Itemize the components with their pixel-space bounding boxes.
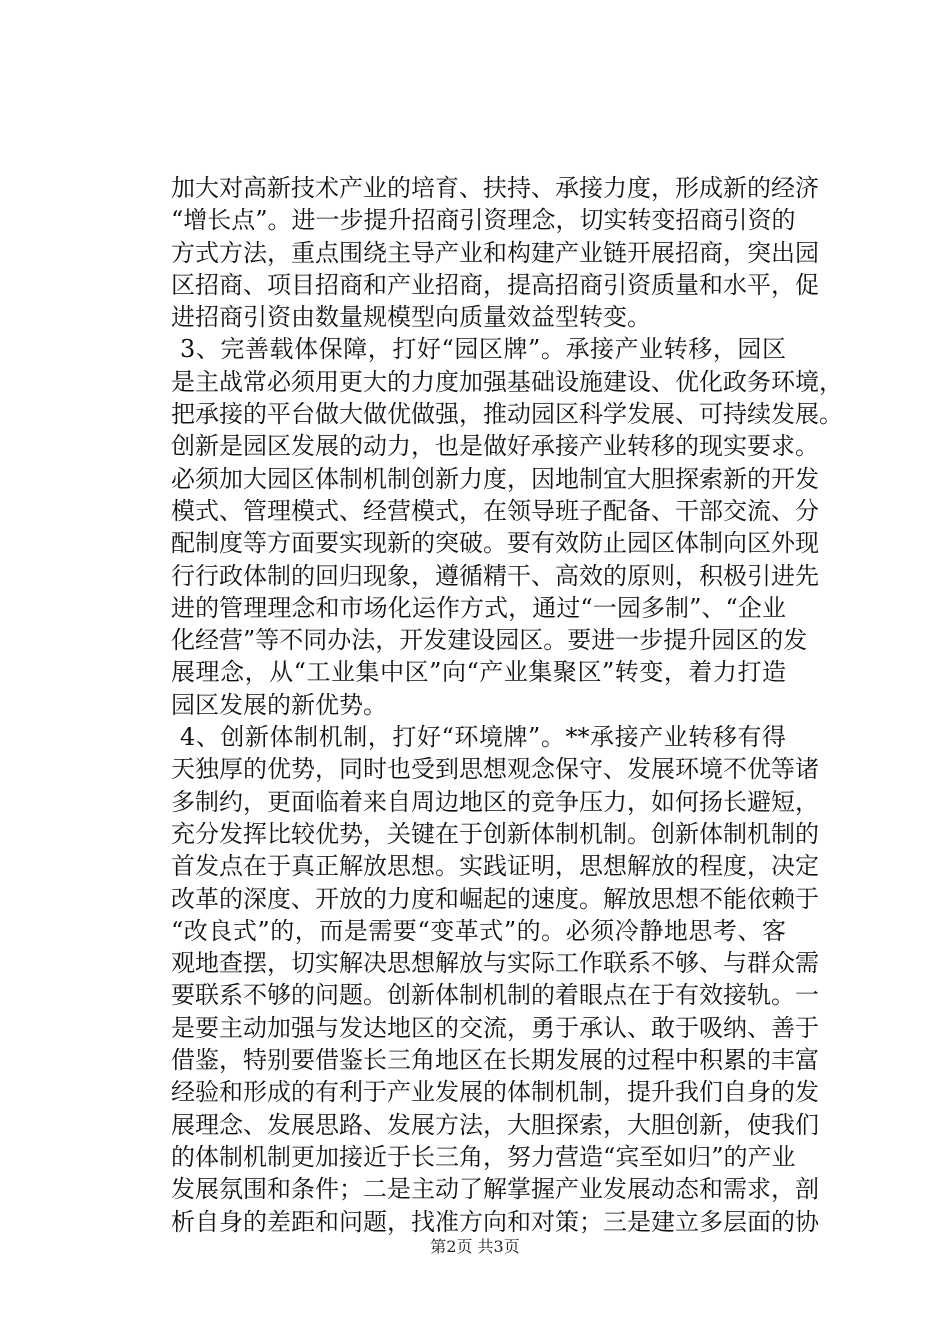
text-line: 区招商、项目招商和产业招商，提高招商引资质量和水平，促 <box>171 270 819 299</box>
text-line: 发展氛围和条件；二是主动了解掌握产业发展动态和需求，剖 <box>171 1175 819 1204</box>
text-line: 把承接的平台做大做优做强，推动园区科学发展、可持续发展。 <box>171 400 843 429</box>
page-footer <box>0 1237 950 1257</box>
text-line: 是要主动加强与发达地区的交流，勇于承认、敢于吸纳、善于 <box>171 1013 819 1042</box>
text-line: 4、创新体制机制，打好“环境牌”。**承接产业转移有得 <box>180 723 786 752</box>
text-line: 充分发挥比较优势，关键在于创新体制机制。创新体制机制的 <box>171 819 819 848</box>
text-line: 析自身的差距和问题，找准方向和对策；三是建立多层面的协 <box>171 1207 819 1236</box>
text-line: “增长点”。进一步提升招商引资理念，切实转变招商引资的 <box>171 206 796 235</box>
text-line: 首发点在于真正解放思想。实践证明，思想解放的程度，决定 <box>171 852 819 881</box>
text-line: 进招商引资由数量规模型向质量效益型转变。 <box>171 303 651 332</box>
text-line: 展理念、发展思路、发展方法，大胆探索，大胆创新，使我们 <box>171 1110 819 1139</box>
text-line: 改革的深度、开放的力度和崛起的速度。解放思想不能依赖于 <box>171 884 819 913</box>
text-line: 方式方法，重点围绕主导产业和构建产业链开展招商，突出园 <box>171 238 819 267</box>
text-line: 观地查摆，切实解决思想解放与实际工作联系不够、与群众需 <box>171 949 819 978</box>
text-line: 园区发展的新优势。 <box>171 690 387 719</box>
body-text <box>171 172 843 1238</box>
text-line: 行行政体制的回归现象，遵循精干、高效的原则，积极引进先 <box>171 561 819 590</box>
page-number-label: 第2页 共3页 <box>430 1237 520 1256</box>
text-line: 创新是园区发展的动力，也是做好承接产业转移的现实要求。 <box>171 432 819 461</box>
text-line: 是主战常必须用更大的力度加强基础设施建设、优化政务环境， <box>171 367 843 396</box>
text-line: 要联系不够的问题。创新体制机制的着眼点在于有效接轨。一 <box>171 981 819 1010</box>
text-line: 加大对高新技术产业的培育、扶持、承接力度，形成新的经济 <box>171 174 819 202</box>
text-line: 借鉴，特别要借鉴长三角地区在长期发展的过程中积累的丰富 <box>171 1046 819 1075</box>
text-line: 展理念，从“工业集中区”向“产业集聚区”转变，着力打造 <box>171 658 786 687</box>
text-line: 模式、管理模式、经营模式，在领导班子配备、干部交流、分 <box>171 496 819 525</box>
text-line: 必须加大园区体制机制创新力度，因地制宜大胆探索新的开发 <box>171 464 819 493</box>
text-line: 多制约，更面临着来自周边地区的竞争压力，如何扬长避短， <box>171 787 819 816</box>
text-line: 天独厚的优势，同时也受到思想观念保守、发展环境不优等诸 <box>171 755 819 784</box>
text-line: 经验和形成的有利于产业发展的体制机制，提升我们自身的发 <box>171 1078 819 1107</box>
text-line: 化经营”等不同办法，开发建设园区。要进一步提升园区的发 <box>171 626 808 655</box>
text-line: 配制度等方面要实现新的突破。要有效防止园区体制向区外现 <box>171 529 819 558</box>
text-line: 的体制机制更加接近于长三角，努力营造“宾至如归”的产业 <box>171 1142 796 1171</box>
text-line: 3、完善载体保障，打好“园区牌”。承接产业转移，园区 <box>180 335 786 364</box>
text-line: “改良式”的，而是需要“变革式”的。必须冷静地思考、客 <box>171 916 786 945</box>
text-line: 进的管理理念和市场化运作方式，通过“一园多制”、“企业 <box>171 593 786 622</box>
